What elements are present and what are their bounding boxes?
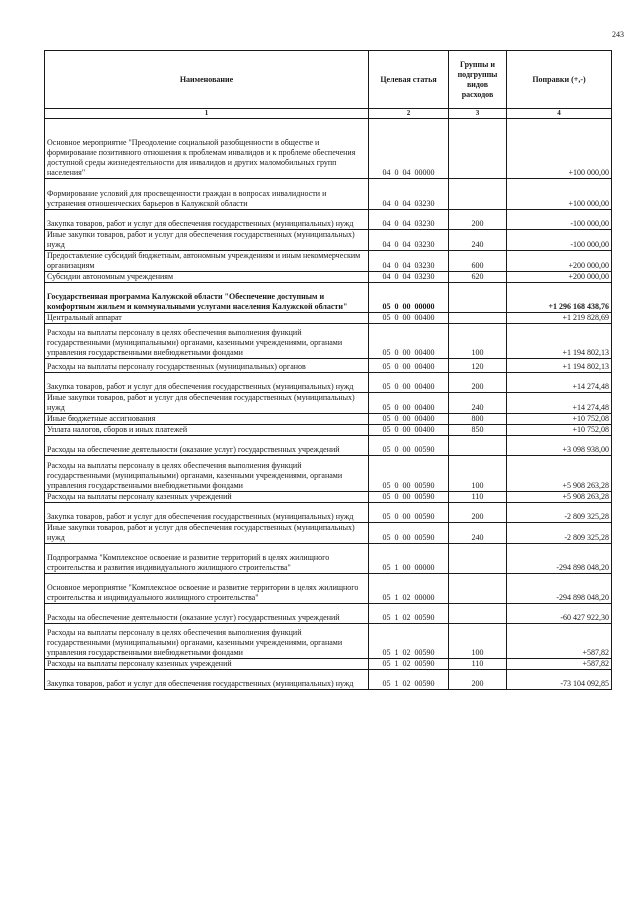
table-row <box>45 503 612 523</box>
row-target-code: 05 0 00 00400 <box>369 393 449 414</box>
row-name: Уплата налогов, сборов и иных платежей <box>45 425 369 436</box>
header-amount: Поправки (+,-) <box>507 51 612 109</box>
column-number: 3 <box>449 109 507 119</box>
row-amount: +10 752,08 <box>507 414 612 425</box>
row-amount: -60 427 922,30 <box>507 604 612 624</box>
row-target-code: 05 0 00 00590 <box>369 523 449 544</box>
row-target-code: 05 1 02 00590 <box>369 624 449 659</box>
row-expense-group: 850 <box>449 425 507 436</box>
row-name: Расходы на обеспечение деятельности (оказание услуг) государственных учреждений <box>45 604 369 624</box>
column-number: 4 <box>507 109 612 119</box>
table-row <box>45 251 612 272</box>
row-expense-group <box>449 544 507 574</box>
row-name: Расходы на выплаты персоналу казенных учреждений <box>45 659 369 670</box>
row-amount: +200 000,00 <box>507 272 612 283</box>
row-expense-group: 200 <box>449 210 507 230</box>
row-target-code: 05 1 02 00590 <box>369 659 449 670</box>
table-row <box>45 313 612 324</box>
row-target-code: 05 1 02 00000 <box>369 574 449 604</box>
row-name: Субсидии автономным учреждениям <box>45 272 369 283</box>
table-row <box>45 425 612 436</box>
table-row <box>45 414 612 425</box>
row-target-code: 04 0 04 03230 <box>369 272 449 283</box>
row-expense-group: 200 <box>449 670 507 690</box>
row-amount: +1 296 168 438,76 <box>507 283 612 313</box>
header-target: Целевая статья <box>369 51 449 109</box>
row-name: Расходы на обеспечение деятельности (оказание услуг) государственных учреждений <box>45 436 369 456</box>
row-target-code: 04 0 04 03230 <box>369 210 449 230</box>
header-group: Группы и подгруппы видов расходов <box>449 51 507 109</box>
table-row <box>45 324 612 359</box>
row-expense-group: 100 <box>449 456 507 492</box>
row-expense-group: 100 <box>449 324 507 359</box>
row-target-code: 05 1 02 00590 <box>369 670 449 690</box>
row-amount: +1 219 828,69 <box>507 313 612 324</box>
row-name: Иные бюджетные ассигнования <box>45 414 369 425</box>
row-target-code: 05 0 00 00590 <box>369 492 449 503</box>
row-expense-group: 240 <box>449 523 507 544</box>
row-name: Закупка товаров, работ и услуг для обеспечения государственных (муниципальных) нужд <box>45 503 369 523</box>
table-row <box>45 544 612 574</box>
row-amount: +587,82 <box>507 659 612 670</box>
row-expense-group: 800 <box>449 414 507 425</box>
table-row <box>45 492 612 503</box>
table-row <box>45 670 612 690</box>
row-expense-group <box>449 436 507 456</box>
row-amount: -294 898 048,20 <box>507 544 612 574</box>
row-expense-group: 620 <box>449 272 507 283</box>
row-name: Центральный аппарат <box>45 313 369 324</box>
row-amount: +5 908 263,28 <box>507 492 612 503</box>
row-amount: +10 752,08 <box>507 425 612 436</box>
row-name: Иные закупки товаров, работ и услуг для обеспечения государственных (муниципальных) нужд <box>45 393 369 414</box>
row-amount: -73 104 092,85 <box>507 670 612 690</box>
row-expense-group <box>449 604 507 624</box>
row-expense-group <box>449 574 507 604</box>
row-amount: +1 194 802,13 <box>507 324 612 359</box>
row-amount: +100 000,00 <box>507 119 612 179</box>
row-expense-group <box>449 313 507 324</box>
row-target-code: 05 0 00 00400 <box>369 313 449 324</box>
row-expense-group: 100 <box>449 624 507 659</box>
row-name: Иные закупки товаров, работ и услуг для обеспечения государственных (муниципальных) нужд <box>45 523 369 544</box>
row-name: Предоставление субсидий бюджетным, автономным учреждениям и иным некоммерческим организациям <box>45 251 369 272</box>
row-expense-group: 110 <box>449 659 507 670</box>
row-expense-group <box>449 179 507 210</box>
row-name: Подпрограмма "Комплексное освоение и развитие территорий в целях жилищного строительства и развития индивидуального жилищного строительства" <box>45 544 369 574</box>
header-name: Наименование <box>45 51 369 109</box>
table-body <box>45 119 612 690</box>
table-row <box>45 659 612 670</box>
row-name: Основное мероприятие "Преодоление социальной разобщенности в обществе и формирование позитивного отношения к проблемам инвалидов и к проблеме обеспечения доступной среды жизнедеятельности для инвалидов и других маломобильных групп населения" <box>45 119 369 179</box>
row-amount: +14 274,48 <box>507 373 612 393</box>
row-expense-group: 110 <box>449 492 507 503</box>
row-name: Закупка товаров, работ и услуг для обеспечения государственных (муниципальных) нужд <box>45 210 369 230</box>
header-row <box>45 51 612 109</box>
row-target-code: 05 0 00 00590 <box>369 503 449 523</box>
row-expense-group <box>449 119 507 179</box>
table-row <box>45 373 612 393</box>
row-expense-group <box>449 283 507 313</box>
row-amount: -100 000,00 <box>507 210 612 230</box>
row-name: Государственная программа Калужской области "Обеспечение доступным и комфортным жильем и коммунальными услугами населения Калужской области" <box>45 283 369 313</box>
row-target-code: 05 0 00 00400 <box>369 359 449 373</box>
column-number: 1 <box>45 109 369 119</box>
row-name: Закупка товаров, работ и услуг для обеспечения государственных (муниципальных) нужд <box>45 373 369 393</box>
table-row <box>45 574 612 604</box>
row-expense-group: 240 <box>449 230 507 251</box>
table-row <box>45 393 612 414</box>
row-target-code: 05 0 00 00590 <box>369 456 449 492</box>
row-amount: +200 000,00 <box>507 251 612 272</box>
row-target-code: 05 0 00 00400 <box>369 373 449 393</box>
page-number: 243 <box>612 30 624 39</box>
row-expense-group: 240 <box>449 393 507 414</box>
row-name: Формирование условий для просвещенности граждан в вопросах инвалидности и устранения отношенческих барьеров в Калужской области <box>45 179 369 210</box>
row-name: Иные закупки товаров, работ и услуг для обеспечения государственных (муниципальных) нужд <box>45 230 369 251</box>
table-row <box>45 359 612 373</box>
row-name: Расходы на выплаты персоналу казенных учреждений <box>45 492 369 503</box>
row-target-code: 05 0 00 00590 <box>369 436 449 456</box>
row-name: Расходы на выплаты персоналу в целях обеспечения выполнения функций государственными (муниципальными) органами, казенными учреждениями, органами управления государственными внебюджетными фондами <box>45 456 369 492</box>
table-row <box>45 272 612 283</box>
row-amount: -100 000,00 <box>507 230 612 251</box>
table-row <box>45 624 612 659</box>
row-name: Расходы на выплаты персоналу в целях обеспечения выполнения функций государственными (муниципальными) органами, казенными учреждениями, органами управления государственными внебюджетными фондами <box>45 324 369 359</box>
row-amount: -2 809 325,28 <box>507 503 612 523</box>
row-name: Основное мероприятие "Комплексное освоение и развитие территории в целях жилищного строительства и индивидуального жилищного строительства" <box>45 574 369 604</box>
table-row <box>45 119 612 179</box>
row-amount: -2 809 325,28 <box>507 523 612 544</box>
row-amount: +5 908 263,28 <box>507 456 612 492</box>
row-amount: +14 274,48 <box>507 393 612 414</box>
row-expense-group: 120 <box>449 359 507 373</box>
row-name: Закупка товаров, работ и услуг для обеспечения государственных (муниципальных) нужд <box>45 670 369 690</box>
table-row <box>45 230 612 251</box>
budget-amendments-table <box>44 50 612 690</box>
row-target-code: 05 1 02 00590 <box>369 604 449 624</box>
table-row <box>45 210 612 230</box>
row-target-code: 04 0 04 03230 <box>369 251 449 272</box>
column-number: 2 <box>369 109 449 119</box>
row-expense-group: 600 <box>449 251 507 272</box>
row-target-code: 05 0 00 00400 <box>369 324 449 359</box>
row-amount: -294 898 048,20 <box>507 574 612 604</box>
row-amount: +3 098 938,00 <box>507 436 612 456</box>
row-amount: +587,82 <box>507 624 612 659</box>
row-target-code: 05 0 00 00000 <box>369 283 449 313</box>
row-name: Расходы на выплаты персоналу государственных (муниципальных) органов <box>45 359 369 373</box>
table-row <box>45 604 612 624</box>
row-target-code: 04 0 04 03230 <box>369 179 449 210</box>
row-target-code: 04 0 04 00000 <box>369 119 449 179</box>
row-name: Расходы на выплаты персоналу в целях обеспечения выполнения функций государственными (муниципальными) органами, казенными учреждениями, органами управления государственными внебюджетными фондами <box>45 624 369 659</box>
row-expense-group: 200 <box>449 503 507 523</box>
table-row <box>45 456 612 492</box>
table-row <box>45 179 612 210</box>
table-row <box>45 436 612 456</box>
row-amount: +100 000,00 <box>507 179 612 210</box>
row-target-code: 05 0 00 00400 <box>369 414 449 425</box>
row-expense-group: 200 <box>449 373 507 393</box>
row-amount: +1 194 802,13 <box>507 359 612 373</box>
row-target-code: 05 1 00 00000 <box>369 544 449 574</box>
row-target-code: 05 0 00 00400 <box>369 425 449 436</box>
row-target-code: 04 0 04 03230 <box>369 230 449 251</box>
table-row <box>45 283 612 313</box>
table-row <box>45 523 612 544</box>
column-number-row <box>45 109 612 119</box>
